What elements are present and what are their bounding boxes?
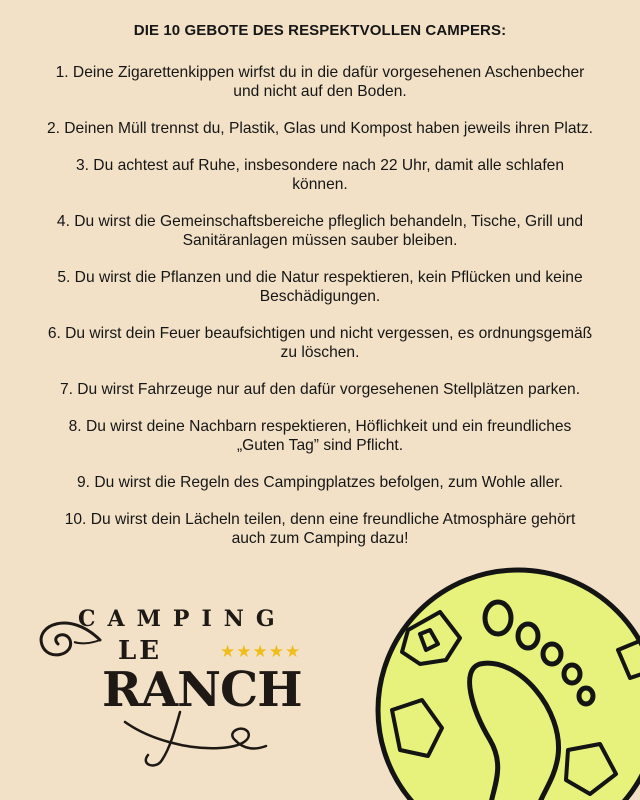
rule-item — [0, 510, 640, 548]
rule-text: können. — [292, 176, 348, 193]
rule-text: 7. Du wirst Fahrzeuge nur auf den dafür vorgesehenen Stellplätzen parken. — [59, 381, 581, 398]
rule-text: „Guten Tag” sind Pflicht. — [236, 437, 404, 454]
rules-list — [0, 63, 640, 566]
rule-text: 8. Du wirst deine Nachbarn respektieren, Höflichkeit und ein freundliches — [68, 418, 572, 435]
star-rating: ★★★★★ — [220, 642, 302, 661]
rule-item — [0, 156, 640, 194]
rule-text: Sanitäranlagen müssen sauber bleiben. — [182, 232, 458, 249]
rule-text: 9. Du wirst die Regeln des Campingplatzes befolgen, zum Wohle aller. — [77, 474, 563, 491]
camping-logo — [30, 600, 330, 770]
rule-item — [0, 417, 640, 455]
rule-text: 1. Deine Zigarettenkippen wirfst du in die dafür vorgesehenen Aschenbecher — [55, 64, 585, 81]
logo-le-text: LE — [118, 636, 163, 666]
rule-item — [0, 324, 640, 362]
rule-item — [0, 119, 640, 138]
rule-item — [0, 63, 640, 101]
logo-ranch-text: RANCH — [102, 662, 302, 718]
rule-item — [0, 380, 640, 399]
rule-text: 5. Du wirst die Pflanzen und die Natur respektieren, kein Pflücken und keine — [57, 269, 583, 286]
rule-item — [0, 212, 640, 250]
page-title: DIE 10 GEBOTE DES RESPEKTVOLLEN CAMPERS: — [133, 22, 507, 39]
rule-text: 4. Du wirst die Gemeinschaftsbereiche pfleglich behandeln, Tische, Grill und — [56, 213, 584, 230]
rule-text: zu löschen. — [280, 344, 360, 361]
rule-text: auch zum Camping dazu! — [231, 530, 409, 547]
rule-item — [0, 268, 640, 306]
rule-item — [0, 473, 640, 492]
rule-text: 3. Du achtest auf Ruhe, insbesondere nach 22 Uhr, damit alle schlafen — [75, 157, 565, 174]
rule-text: 6. Du wirst dein Feuer beaufsichtigen und nicht vergessen, es ordnungsgemäß — [47, 325, 593, 342]
rule-text: Beschädigungen. — [259, 288, 381, 305]
rule-text: 2. Deinen Müll trennst du, Plastik, Glas und Kompost haben jeweils ihren Platz. — [46, 120, 594, 137]
logo-camping-text: CAMPING — [78, 606, 287, 632]
rule-text: 10. Du wirst dein Lächeln teilen, denn eine freundliche Atmosphäre gehört — [64, 511, 576, 528]
rule-text: und nicht auf den Boden. — [233, 83, 407, 100]
footprint-globe-icon — [368, 560, 640, 800]
